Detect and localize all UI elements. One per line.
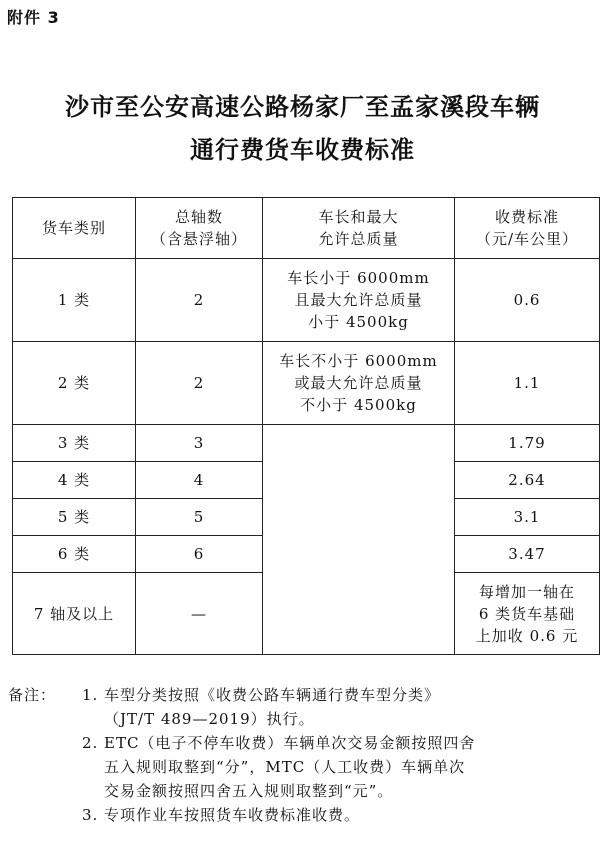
cell-category: 6 类 bbox=[13, 536, 136, 573]
page-title-line-1: 沙市至公安高速公路杨家厂至孟家溪段车辆 bbox=[65, 93, 540, 121]
note-number: 1. bbox=[82, 686, 99, 704]
cell-axles: 2 bbox=[136, 342, 263, 425]
cell-category: 5 类 bbox=[13, 499, 136, 536]
cell-category: 1 类 bbox=[13, 259, 136, 342]
header-fee-rate: 收费标准 （元/车公里） bbox=[455, 198, 600, 259]
cell-axles: 2 bbox=[136, 259, 263, 342]
header-vehicle-class: 货车类别 bbox=[13, 198, 136, 259]
cell-rate: 0.6 bbox=[455, 259, 600, 342]
note-text: 专项作业车按照货车收费标准收费。 bbox=[104, 806, 361, 824]
cell-axles: 3 bbox=[136, 425, 263, 462]
table-header-row bbox=[13, 198, 600, 259]
fee-standard-table bbox=[12, 197, 600, 655]
cell-axles: — bbox=[136, 573, 263, 655]
attachment-label: 附件 3 bbox=[7, 8, 60, 27]
cell-rate: 2.64 bbox=[455, 462, 600, 499]
notes-section bbox=[8, 683, 598, 827]
cell-spec-empty-merged bbox=[263, 425, 455, 655]
table-row bbox=[13, 342, 600, 425]
note-number: 3. bbox=[82, 806, 99, 824]
cell-axles: 4 bbox=[136, 462, 263, 499]
table-row bbox=[13, 425, 600, 462]
notes-label: 备注： bbox=[8, 686, 57, 704]
cell-axles: 5 bbox=[136, 499, 263, 536]
cell-rate: 3.47 bbox=[455, 536, 600, 573]
note-item bbox=[8, 731, 598, 803]
cell-spec: 车长小于 6000mm 且最大允许总质量 小于 4500kg bbox=[263, 259, 455, 342]
cell-axles: 6 bbox=[136, 536, 263, 573]
cell-rate: 3.1 bbox=[455, 499, 600, 536]
cell-category: 2 类 bbox=[13, 342, 136, 425]
cell-spec: 车长不小于 6000mm 或最大允许总质量 不小于 4500kg bbox=[263, 342, 455, 425]
page-title-line-2: 通行费货车收费标准 bbox=[190, 136, 415, 164]
note-item bbox=[8, 803, 598, 827]
header-length-weight: 车长和最大 允许总质量 bbox=[263, 198, 455, 259]
header-axle-count: 总轴数 （含悬浮轴） bbox=[136, 198, 263, 259]
note-text: ETC（电子不停车收费）车辆单次交易金额按照四舍 五入规则取整到“分”，MTC（人工收费）车辆单次 交易金额按照四舍五入规则取整到“元”。 bbox=[104, 734, 476, 800]
cell-rate: 1.79 bbox=[455, 425, 600, 462]
note-item bbox=[8, 683, 598, 731]
note-text: 车型分类按照《收费公路车辆通行费车型分类》 （JT/T 489—2019）执行。 bbox=[104, 686, 441, 728]
table-row bbox=[13, 259, 600, 342]
cell-category: 4 类 bbox=[13, 462, 136, 499]
note-number: 2. bbox=[82, 734, 99, 752]
cell-category: 7 轴及以上 bbox=[13, 573, 136, 655]
cell-rate: 1.1 bbox=[455, 342, 600, 425]
cell-category: 3 类 bbox=[13, 425, 136, 462]
cell-rate: 每增加一轴在 6 类货车基础 上加收 0.6 元 bbox=[455, 573, 600, 655]
